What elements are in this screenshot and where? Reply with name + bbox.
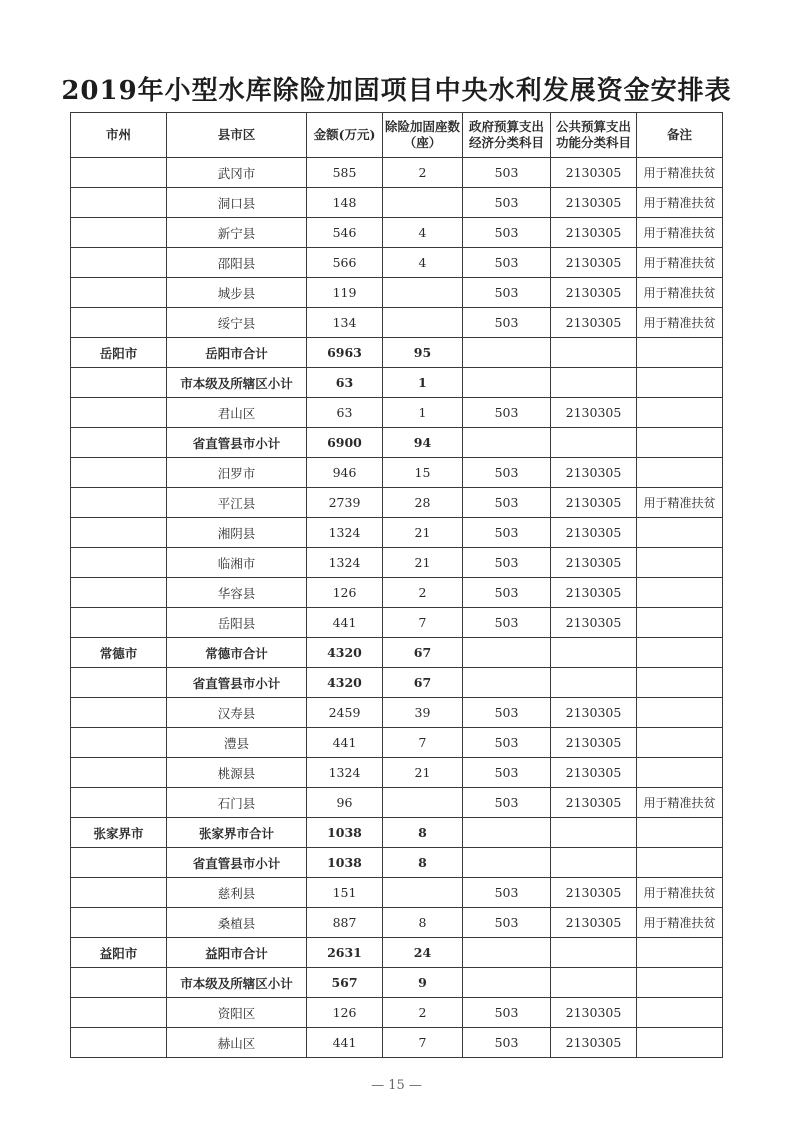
cell-func-category <box>551 338 637 368</box>
cell-amount: 567 <box>307 968 383 998</box>
cell-func-category <box>551 848 637 878</box>
cell-func-category: 2130305 <box>551 278 637 308</box>
cell-count: 9 <box>383 968 463 998</box>
cell-econ-category: 503 <box>463 608 551 638</box>
cell-count <box>383 278 463 308</box>
cell-amount: 566 <box>307 248 383 278</box>
cell-note <box>637 728 723 758</box>
cell-func-category: 2130305 <box>551 248 637 278</box>
cell-count: 1 <box>383 368 463 398</box>
cell-city <box>71 398 167 428</box>
cell-econ-category: 503 <box>463 728 551 758</box>
cell-county: 赫山区 <box>167 1028 307 1058</box>
cell-county: 华容县 <box>167 578 307 608</box>
cell-count <box>383 188 463 218</box>
cell-func-category: 2130305 <box>551 158 637 188</box>
cell-city <box>71 578 167 608</box>
cell-func-category <box>551 938 637 968</box>
cell-amount: 887 <box>307 908 383 938</box>
cell-note: 用于精准扶贫 <box>637 788 723 818</box>
cell-amount: 119 <box>307 278 383 308</box>
cell-county: 益阳市合计 <box>167 938 307 968</box>
table-row <box>71 848 723 878</box>
cell-county: 省直管县市小计 <box>167 668 307 698</box>
cell-amount: 134 <box>307 308 383 338</box>
cell-count: 95 <box>383 338 463 368</box>
cell-county: 张家界市合计 <box>167 818 307 848</box>
cell-count: 8 <box>383 818 463 848</box>
cell-amount: 441 <box>307 1028 383 1058</box>
cell-econ-category <box>463 338 551 368</box>
table-row <box>71 218 723 248</box>
cell-note: 用于精准扶贫 <box>637 488 723 518</box>
header-func-category: 公共预算支出功能分类科目 <box>551 113 637 158</box>
cell-county: 市本级及所辖区小计 <box>167 368 307 398</box>
cell-county: 临湘市 <box>167 548 307 578</box>
cell-city <box>71 878 167 908</box>
cell-city <box>71 758 167 788</box>
cell-func-category: 2130305 <box>551 998 637 1028</box>
cell-county: 常德市合计 <box>167 638 307 668</box>
cell-count: 7 <box>383 1028 463 1058</box>
table-row <box>71 488 723 518</box>
cell-econ-category: 503 <box>463 518 551 548</box>
cell-econ-category: 503 <box>463 398 551 428</box>
cell-amount: 6900 <box>307 428 383 458</box>
cell-county: 新宁县 <box>167 218 307 248</box>
cell-county: 武冈市 <box>167 158 307 188</box>
table-row <box>71 458 723 488</box>
table-row <box>71 188 723 218</box>
cell-city <box>71 248 167 278</box>
page-number: — 15 — <box>371 1078 422 1093</box>
cell-func-category: 2130305 <box>551 1028 637 1058</box>
cell-county: 慈利县 <box>167 878 307 908</box>
cell-city <box>71 668 167 698</box>
cell-county: 桑植县 <box>167 908 307 938</box>
table-header-row <box>71 113 723 158</box>
cell-city <box>71 188 167 218</box>
cell-city <box>71 1028 167 1058</box>
cell-city <box>71 548 167 578</box>
cell-amount: 2739 <box>307 488 383 518</box>
cell-note <box>637 848 723 878</box>
cell-amount: 1324 <box>307 548 383 578</box>
cell-note <box>637 338 723 368</box>
cell-func-category: 2130305 <box>551 488 637 518</box>
cell-func-category <box>551 428 637 458</box>
cell-econ-category: 503 <box>463 458 551 488</box>
cell-county: 资阳区 <box>167 998 307 1028</box>
cell-func-category: 2130305 <box>551 218 637 248</box>
cell-city <box>71 428 167 458</box>
cell-econ-category <box>463 818 551 848</box>
cell-econ-category: 503 <box>463 308 551 338</box>
cell-city <box>71 998 167 1028</box>
cell-count: 7 <box>383 728 463 758</box>
cell-count: 4 <box>383 218 463 248</box>
cell-note <box>637 668 723 698</box>
table-row <box>71 368 723 398</box>
header-amount: 金额(万元) <box>307 113 383 158</box>
header-city: 市州 <box>71 113 167 158</box>
cell-econ-category: 503 <box>463 878 551 908</box>
cell-city <box>71 278 167 308</box>
table-row <box>71 788 723 818</box>
cell-count: 39 <box>383 698 463 728</box>
cell-city <box>71 518 167 548</box>
cell-amount: 585 <box>307 158 383 188</box>
cell-city <box>71 698 167 728</box>
table-row <box>71 668 723 698</box>
table-row <box>71 758 723 788</box>
cell-county: 澧县 <box>167 728 307 758</box>
cell-amount: 1324 <box>307 758 383 788</box>
cell-count <box>383 308 463 338</box>
cell-amount: 148 <box>307 188 383 218</box>
cell-amount: 2459 <box>307 698 383 728</box>
cell-count: 15 <box>383 458 463 488</box>
cell-econ-category: 503 <box>463 998 551 1028</box>
cell-city <box>71 968 167 998</box>
cell-note <box>637 518 723 548</box>
cell-econ-category: 503 <box>463 278 551 308</box>
cell-amount: 1324 <box>307 518 383 548</box>
cell-city <box>71 158 167 188</box>
cell-func-category: 2130305 <box>551 788 637 818</box>
cell-note <box>637 968 723 998</box>
cell-amount: 63 <box>307 368 383 398</box>
cell-count: 67 <box>383 638 463 668</box>
cell-func-category: 2130305 <box>551 908 637 938</box>
cell-note <box>637 938 723 968</box>
cell-econ-category <box>463 668 551 698</box>
cell-county: 洞口县 <box>167 188 307 218</box>
cell-econ-category: 503 <box>463 548 551 578</box>
table-row <box>71 968 723 998</box>
cell-note: 用于精准扶贫 <box>637 158 723 188</box>
cell-func-category <box>551 818 637 848</box>
cell-count: 7 <box>383 608 463 638</box>
cell-city <box>71 308 167 338</box>
cell-county: 市本级及所辖区小计 <box>167 968 307 998</box>
cell-amount: 1038 <box>307 848 383 878</box>
cell-count: 1 <box>383 398 463 428</box>
funding-table <box>70 112 723 1058</box>
cell-county: 石门县 <box>167 788 307 818</box>
header-count: 除险加固座数（座） <box>383 113 463 158</box>
cell-func-category <box>551 368 637 398</box>
cell-note <box>637 398 723 428</box>
cell-count <box>383 878 463 908</box>
cell-amount: 151 <box>307 878 383 908</box>
page-title: 2019年小型水库除险加固项目中央水利发展资金安排表 <box>61 76 732 106</box>
table-row <box>71 1028 723 1058</box>
table-row <box>71 608 723 638</box>
cell-econ-category <box>463 428 551 458</box>
cell-econ-category: 503 <box>463 1028 551 1058</box>
cell-count: 2 <box>383 158 463 188</box>
table-row <box>71 338 723 368</box>
cell-county: 绥宁县 <box>167 308 307 338</box>
cell-note <box>637 998 723 1028</box>
cell-count: 67 <box>383 668 463 698</box>
cell-city: 常德市 <box>71 638 167 668</box>
cell-amount: 546 <box>307 218 383 248</box>
cell-func-category <box>551 968 637 998</box>
cell-county: 省直管县市小计 <box>167 428 307 458</box>
cell-note: 用于精准扶贫 <box>637 218 723 248</box>
cell-func-category <box>551 638 637 668</box>
cell-func-category: 2130305 <box>551 698 637 728</box>
cell-city: 张家界市 <box>71 818 167 848</box>
cell-count: 2 <box>383 578 463 608</box>
table-row <box>71 278 723 308</box>
cell-county: 邵阳县 <box>167 248 307 278</box>
table-row <box>71 158 723 188</box>
cell-county: 岳阳市合计 <box>167 338 307 368</box>
cell-func-category: 2130305 <box>551 758 637 788</box>
table-row <box>71 578 723 608</box>
cell-amount: 4320 <box>307 668 383 698</box>
cell-amount: 441 <box>307 728 383 758</box>
cell-count: 21 <box>383 548 463 578</box>
cell-amount: 2631 <box>307 938 383 968</box>
cell-econ-category <box>463 938 551 968</box>
cell-func-category: 2130305 <box>551 188 637 218</box>
cell-count: 21 <box>383 758 463 788</box>
table-row <box>71 728 723 758</box>
cell-city <box>71 458 167 488</box>
table-row <box>71 908 723 938</box>
cell-func-category: 2130305 <box>551 398 637 428</box>
cell-amount: 946 <box>307 458 383 488</box>
cell-func-category: 2130305 <box>551 308 637 338</box>
cell-amount: 126 <box>307 578 383 608</box>
cell-econ-category: 503 <box>463 908 551 938</box>
cell-note <box>637 698 723 728</box>
cell-econ-category: 503 <box>463 788 551 818</box>
cell-note: 用于精准扶贫 <box>637 308 723 338</box>
table-row <box>71 518 723 548</box>
cell-note <box>637 758 723 788</box>
cell-note <box>637 1028 723 1058</box>
cell-count: 4 <box>383 248 463 278</box>
table-row <box>71 698 723 728</box>
cell-count: 28 <box>383 488 463 518</box>
cell-amount: 63 <box>307 398 383 428</box>
table-row <box>71 428 723 458</box>
cell-city <box>71 848 167 878</box>
cell-econ-category: 503 <box>463 248 551 278</box>
table-row <box>71 308 723 338</box>
header-econ-category: 政府预算支出经济分类科目 <box>463 113 551 158</box>
table-row <box>71 878 723 908</box>
cell-city <box>71 368 167 398</box>
cell-amount: 96 <box>307 788 383 818</box>
cell-note <box>637 548 723 578</box>
cell-county: 城步县 <box>167 278 307 308</box>
table-row <box>71 248 723 278</box>
cell-amount: 1038 <box>307 818 383 848</box>
cell-city <box>71 218 167 248</box>
cell-city <box>71 728 167 758</box>
cell-note <box>637 458 723 488</box>
cell-county: 汨罗市 <box>167 458 307 488</box>
cell-note: 用于精准扶贫 <box>637 908 723 938</box>
table-row <box>71 398 723 428</box>
cell-func-category: 2130305 <box>551 458 637 488</box>
cell-count: 2 <box>383 998 463 1028</box>
cell-amount: 126 <box>307 998 383 1028</box>
cell-func-category: 2130305 <box>551 608 637 638</box>
cell-func-category: 2130305 <box>551 878 637 908</box>
cell-amount: 441 <box>307 608 383 638</box>
cell-note: 用于精准扶贫 <box>637 188 723 218</box>
cell-count: 21 <box>383 518 463 548</box>
cell-econ-category: 503 <box>463 218 551 248</box>
cell-city <box>71 908 167 938</box>
cell-note: 用于精准扶贫 <box>637 278 723 308</box>
cell-func-category: 2130305 <box>551 548 637 578</box>
cell-count: 94 <box>383 428 463 458</box>
cell-note <box>637 818 723 848</box>
cell-county: 君山区 <box>167 398 307 428</box>
cell-econ-category: 503 <box>463 188 551 218</box>
cell-func-category: 2130305 <box>551 578 637 608</box>
cell-econ-category: 503 <box>463 698 551 728</box>
cell-econ-category: 503 <box>463 158 551 188</box>
cell-econ-category: 503 <box>463 488 551 518</box>
cell-count <box>383 788 463 818</box>
cell-econ-category <box>463 848 551 878</box>
table-row <box>71 818 723 848</box>
cell-count: 8 <box>383 908 463 938</box>
table-row <box>71 938 723 968</box>
table-body <box>71 158 723 1058</box>
cell-note <box>637 608 723 638</box>
header-county: 县市区 <box>167 113 307 158</box>
cell-county: 湘阴县 <box>167 518 307 548</box>
cell-note <box>637 638 723 668</box>
cell-note: 用于精准扶贫 <box>637 248 723 278</box>
cell-count: 24 <box>383 938 463 968</box>
cell-amount: 6963 <box>307 338 383 368</box>
cell-city <box>71 488 167 518</box>
cell-note: 用于精准扶贫 <box>637 878 723 908</box>
cell-note <box>637 578 723 608</box>
cell-note <box>637 428 723 458</box>
table-row <box>71 548 723 578</box>
cell-county: 桃源县 <box>167 758 307 788</box>
cell-city: 益阳市 <box>71 938 167 968</box>
header-note: 备注 <box>637 113 723 158</box>
cell-note <box>637 368 723 398</box>
cell-county: 省直管县市小计 <box>167 848 307 878</box>
cell-econ-category <box>463 638 551 668</box>
cell-func-category: 2130305 <box>551 728 637 758</box>
cell-econ-category <box>463 968 551 998</box>
cell-county: 汉寿县 <box>167 698 307 728</box>
cell-func-category: 2130305 <box>551 518 637 548</box>
cell-econ-category <box>463 368 551 398</box>
table-row <box>71 638 723 668</box>
table-row <box>71 998 723 1028</box>
cell-econ-category: 503 <box>463 758 551 788</box>
cell-county: 岳阳县 <box>167 608 307 638</box>
cell-func-category <box>551 668 637 698</box>
cell-city: 岳阳市 <box>71 338 167 368</box>
cell-city <box>71 788 167 818</box>
cell-count: 8 <box>383 848 463 878</box>
cell-econ-category: 503 <box>463 578 551 608</box>
cell-city <box>71 608 167 638</box>
cell-amount: 4320 <box>307 638 383 668</box>
cell-county: 平江县 <box>167 488 307 518</box>
